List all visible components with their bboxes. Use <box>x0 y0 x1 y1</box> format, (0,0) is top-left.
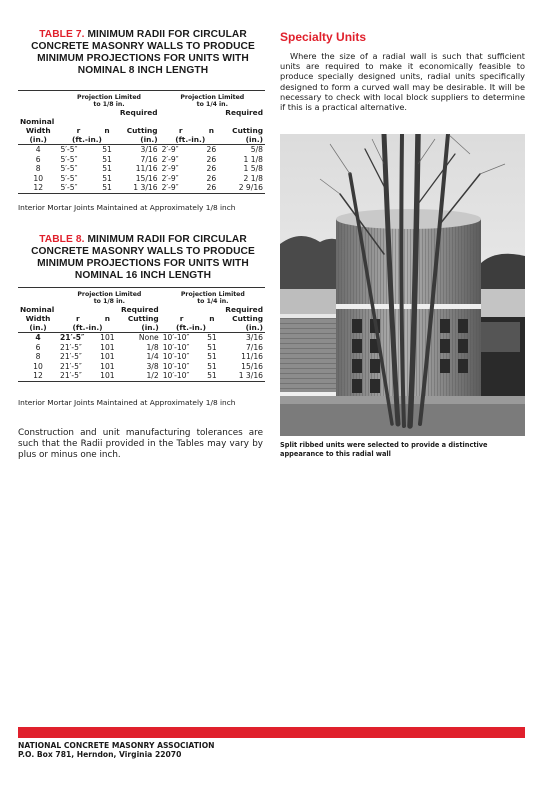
table-7-row-row <box>18 164 265 174</box>
table-7-head-cutting-2: Cutting <box>232 126 263 135</box>
table-7-row-cell: 2′-9″ <box>161 145 179 154</box>
table-8-row-cell: 21′-5″ <box>60 342 82 352</box>
footer-address: P.O. Box 781, Herndon, Virginia 22070 <box>18 750 182 759</box>
table-7-note: Interior Mortar Joints Maintained at Approximately 1/8 inch <box>18 203 236 212</box>
table-7-row-cell: 11/16 <box>135 164 158 174</box>
table-8-row-cell: 8 <box>35 352 41 362</box>
table-7-row-cell: 15/16 <box>135 173 158 183</box>
tolerance-paragraph: Construction and unit manufacturing tolerances are such that the Radii provided in the Tables may vary by plus or minus one inch. <box>18 428 263 460</box>
table-7-row-cell: 51 <box>102 183 112 193</box>
table-8-row-cell: 21′-5″ <box>60 371 82 381</box>
table-7-row-cell: 6 <box>35 154 41 164</box>
table-7-head-r-1: r <box>76 126 81 135</box>
table-8-head-required-1: Required <box>120 305 159 314</box>
table-8-row-cell: 10′-10″ <box>162 333 190 342</box>
table-8-row-cell: 10′-10″ <box>162 361 190 371</box>
table-8-row-cell: 51 <box>207 371 217 381</box>
table-7-head-required-2: Required <box>225 108 263 117</box>
table-8-row-row <box>18 333 265 343</box>
table-7-head-ftin-2: (ft.-in.) <box>175 135 206 144</box>
table-7-row-row <box>18 145 265 155</box>
table-8-row-cell: 1/2 <box>146 371 159 381</box>
table-8-title <box>18 234 268 282</box>
table-7-head-in-2: (in.) <box>245 135 263 144</box>
table-7-head-r-2: r <box>178 126 183 135</box>
table-7-row-cell: 2′-9″ <box>161 154 179 164</box>
table-7-row-cell: 1 5/8 <box>243 164 263 174</box>
table-7-head-n-2: n <box>208 126 214 135</box>
table-8-head-n-1: n <box>104 314 111 323</box>
table-8-row-cell: 1/4 <box>146 352 159 362</box>
table-7-row-cell: 26 <box>206 154 217 164</box>
table-7-number: TABLE 7. <box>39 29 85 40</box>
table-7-row-cell: 51 <box>102 154 112 164</box>
table-8-title-text: MINIMUM RADII FOR CIRCULAR CONCRETE MASONRY WALLS TO PRODUCE MINIMUM PROJECTIONS FOR UNITS WITH NOMINAL 16 INCH LENGTH <box>31 234 255 281</box>
table-7-head-in-1: (in.) <box>140 135 158 144</box>
table-8-row-cell: 101 <box>100 361 115 371</box>
table-8-row-cell: 1 3/16 <box>238 371 263 381</box>
table-8-head-r-1: r <box>76 314 80 323</box>
table-7-row-cell: 26 <box>206 183 217 193</box>
table-8-row-cell: 12 <box>33 371 43 381</box>
table-7-row-cell: 1 1/8 <box>243 154 263 164</box>
table-7-row-cell: 5′-5″ <box>60 145 78 154</box>
table-8-number: TABLE 8. <box>39 234 85 245</box>
table-8-head-cutting-1: Cutting <box>127 314 159 323</box>
table-8-head-width: Width <box>25 314 51 323</box>
table-7-row-cell: 26 <box>206 145 217 154</box>
table-8-row-row <box>18 352 265 362</box>
table-7-row-cell: 1 3/16 <box>133 183 158 193</box>
table-8-head-r-2: r <box>179 314 184 323</box>
photo-caption: Split ribbed units were selected to provide a distinctive appearance to this radial wall <box>280 441 488 458</box>
table-8-head-cutting-2: Cutting <box>232 314 263 323</box>
table-8-head-ftin-2: (ft.-in.) <box>176 323 206 332</box>
table-7-row-cell: 4 <box>35 145 41 154</box>
table-7-row-cell: 12 <box>33 183 44 193</box>
table-7-row-cell: 5′-5″ <box>60 164 78 174</box>
footer-red-bar <box>18 727 525 738</box>
table-7-head-n-1: n <box>104 126 110 135</box>
table-7-row-cell: 5′-5″ <box>60 173 78 183</box>
table-7-head-required-1: Required <box>119 108 158 117</box>
table-7-head-in: (in.) <box>29 135 47 144</box>
table-8-head-in-1: (in.) <box>141 323 159 332</box>
table-8-row-cell: 51 <box>207 352 217 362</box>
radial-wall-photo <box>280 134 525 436</box>
table-7-row-cell: 51 <box>102 173 112 183</box>
table-8-row-cell: 10′-10″ <box>162 352 190 362</box>
table-7-head-ftin-1: (ft.-in.) <box>71 135 102 144</box>
table-7-row-cell: 10 <box>33 173 44 183</box>
table-7-head-cutting-1: Cutting <box>126 126 158 135</box>
table-8-row-cell: 21′-5″ <box>60 333 85 342</box>
table-8-row-cell: 21′-5″ <box>60 361 82 371</box>
table-8-row-cell: 21′-5″ <box>60 352 82 362</box>
table-7-title <box>18 29 268 77</box>
table-8-row-cell: 10′-10″ <box>162 342 190 352</box>
table-7-group-2: Projection Limited to 1/4 in. <box>180 94 245 108</box>
table-8-row-cell: 10′-10″ <box>162 371 190 381</box>
table-7-row-cell: 5/8 <box>250 145 263 154</box>
table-7-row-cell: 7/16 <box>140 154 158 164</box>
table-8-body <box>18 333 265 382</box>
table-7-row-cell: 2′-9″ <box>161 183 179 193</box>
table-8-row-cell: 101 <box>100 342 115 352</box>
table-8-group-1: Projection Limited to 1/8 in. <box>77 291 142 305</box>
table-8-row-row <box>18 371 265 381</box>
footer-org: NATIONAL CONCRETE MASONRY ASSOCIATION <box>18 741 215 750</box>
table-7-row-cell: 5′-5″ <box>60 183 78 193</box>
table-7-row-cell: 2 9/16 <box>238 183 263 193</box>
table-7-row-cell: 26 <box>206 173 217 183</box>
table-7-row-cell: 26 <box>206 164 217 174</box>
table-8 <box>18 287 265 382</box>
table-8-row-cell: None <box>138 333 159 342</box>
table-7-head-width: Width <box>25 126 51 135</box>
table-7-row-cell: 5′-5″ <box>60 154 78 164</box>
specialty-units-heading: Specialty Units <box>280 30 367 44</box>
table-8-row-cell: 101 <box>100 333 115 342</box>
table-8-row-row <box>18 343 265 353</box>
table-7-row-cell: 51 <box>102 145 112 154</box>
table-8-row-cell: 11/16 <box>241 352 263 362</box>
table-8-row-cell: 101 <box>100 371 115 381</box>
table-7-group-1: Projection Limited to 1/8 in. <box>77 94 141 108</box>
table-7-row-row <box>18 183 265 193</box>
table-8-row-cell: 51 <box>207 333 217 342</box>
table-7-row-row <box>18 155 265 165</box>
table-8-row-cell: 3/16 <box>245 333 263 342</box>
table-7-body <box>18 145 265 194</box>
table-8-head-n-2: n <box>209 314 215 323</box>
table-8-row-cell: 15/16 <box>241 361 263 371</box>
table-8-row-cell: 3/8 <box>146 361 159 371</box>
footer <box>18 741 215 759</box>
table-8-row-cell: 6 <box>35 342 41 352</box>
table-7-row-cell: 51 <box>102 164 112 174</box>
table-8-row-cell: 101 <box>100 352 115 362</box>
table-8-group-2: Projection Limited to 1/4 in. <box>180 291 245 305</box>
table-8-row-cell: 1/8 <box>146 342 159 352</box>
table-7-row-cell: 2′-9″ <box>161 164 179 174</box>
table-7-row-cell: 2 1/8 <box>243 173 263 183</box>
table-8-row-cell: 4 <box>35 333 41 342</box>
table-7-row-cell: 2′-9″ <box>161 173 179 183</box>
specialty-units-paragraph: Where the size of a radial wall is such that sufficient units are required to make it economically feasible to produce specially designed units, radial units specifically designed to form a curved wall may be desirable. It will be necessary to check with local block suppliers to determine if this is a practical alternative. <box>280 51 525 113</box>
table-8-row-cell: 7/16 <box>245 342 263 352</box>
table-8-row-cell: 10 <box>33 361 43 371</box>
table-8-row-row <box>18 362 265 372</box>
table-7-row-cell: 3/16 <box>140 145 158 154</box>
table-7-row-cell: 8 <box>35 164 41 174</box>
table-8-head-nominal: Nominal <box>20 305 55 314</box>
table-7 <box>18 90 265 194</box>
table-8-note: Interior Mortar Joints Maintained at Approximately 1/8 inch <box>18 398 236 407</box>
table-8-head-ftin-1: (ft.-in.) <box>72 323 103 332</box>
table-7-head-nominal: Nominal <box>20 117 55 126</box>
table-8-head-in: (in.) <box>29 323 47 332</box>
table-7-title-text: MINIMUM RADII FOR CIRCULAR CONCRETE MASONRY WALLS TO PRODUCE MINIMUM PROJECTIONS FOR UNITS WITH NOMINAL 8 INCH LENGTH <box>31 29 255 76</box>
table-8-row-cell: 51 <box>207 361 217 371</box>
table-8-head-in-2: (in.) <box>245 323 263 332</box>
table-8-row-cell: 51 <box>207 342 217 352</box>
table-7-row-row <box>18 174 265 184</box>
table-8-head-required-2: Required <box>225 305 263 314</box>
